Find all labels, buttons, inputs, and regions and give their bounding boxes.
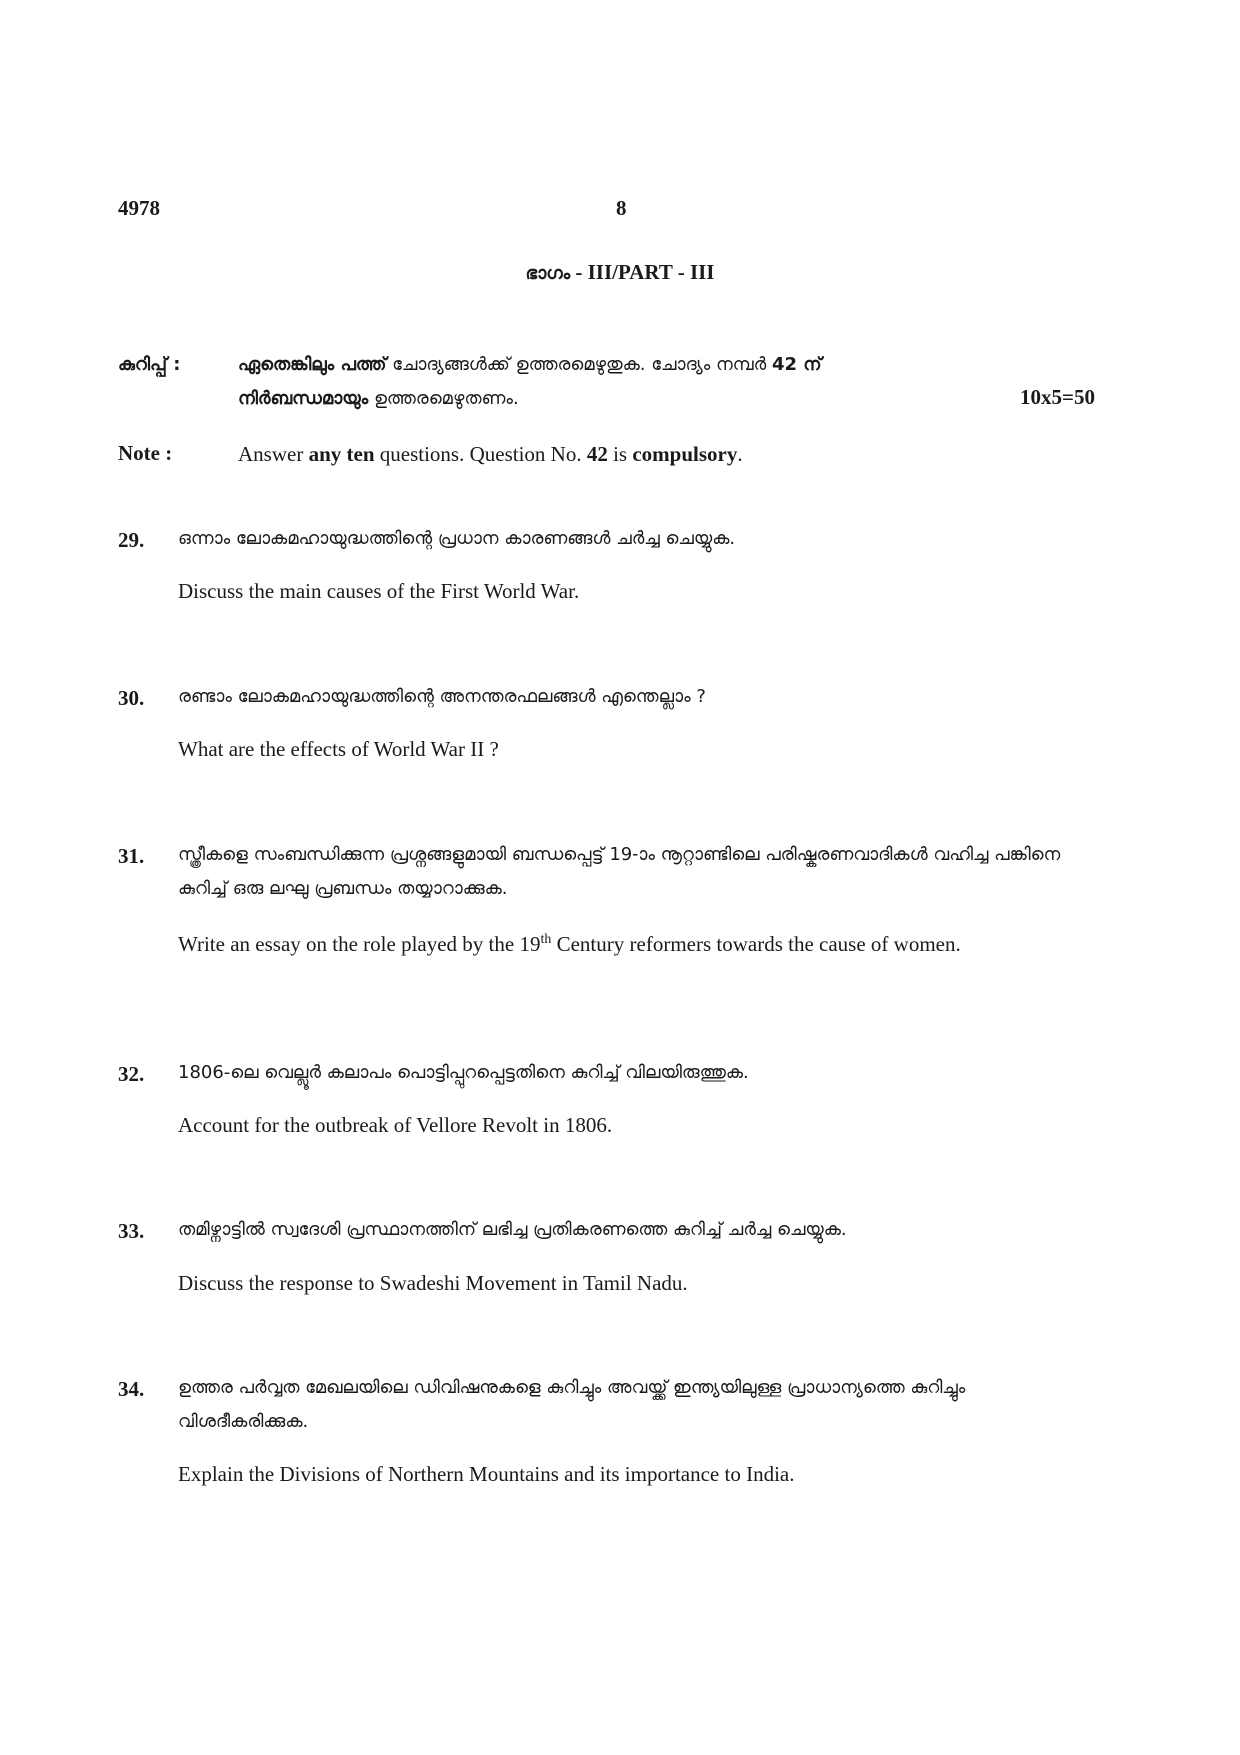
note-en-bold-compulsory: compulsory xyxy=(632,442,738,466)
note-en-text1: Answer xyxy=(238,442,309,466)
question-34-en: Explain the Divisions of Northern Mountains and its importance to India. xyxy=(178,1462,795,1486)
question-33-en: Discuss the response to Swadeshi Movement in Tamil Nadu. xyxy=(178,1271,688,1295)
question-31-number: 31. xyxy=(118,844,145,868)
note-label-ml: കുറിപ്പ് : xyxy=(118,354,181,375)
note-en-bold-any-ten: any ten xyxy=(308,442,375,466)
note-text-en xyxy=(238,437,1128,471)
question-30-ml: രണ്ടാം ലോകമഹായുദ്ധത്തിന്റെ അനന്തരഫലങ്ങൾ എന്തെല്ലാം ? xyxy=(178,686,706,707)
question-31-en-part1: Write an essay on the role played by the 19 xyxy=(178,932,541,956)
marks-allocation: 10x5=50 xyxy=(1020,385,1095,409)
page-number: 8 xyxy=(616,196,627,220)
question-31-en xyxy=(178,926,1078,958)
note-en-text3: is xyxy=(607,442,633,466)
question-32-number: 32. xyxy=(118,1062,145,1086)
question-paper-code: 4978 xyxy=(118,196,160,220)
note-ml-bold-compulsory: നിർബന്ധമായും xyxy=(238,388,369,409)
question-33-ml: തമിഴ്നാട്ടിൽ സ്വദേശി പ്രസ്ഥാനത്തിന് ലഭിച്ച പ്രതികരണത്തെ കുറിച്ച് ചർച്ച ചെയ്യുക. xyxy=(178,1219,847,1240)
part-heading-ml: ഭാഗം xyxy=(525,263,571,284)
part-heading xyxy=(500,260,740,285)
question-31-en-part2: Century reformers towards the cause of women. xyxy=(551,932,961,956)
note-text-ml xyxy=(238,348,1128,416)
note-en-text2: questions. Question No. xyxy=(374,442,587,466)
question-30-number: 30. xyxy=(118,686,145,710)
note-en-bold-42: 42 xyxy=(586,442,608,466)
question-34-number: 34. xyxy=(118,1377,145,1401)
note-en-text4: . xyxy=(737,442,743,466)
question-31-ml: സ്ത്രീകളെ സംബന്ധിക്കുന്ന പ്രശ്നങ്ങളുമായി ബന്ധപ്പെട്ട് 19-ാം നൂറ്റാണ്ടിലെ പരിഷ്കരണവാദികൾ വഹിച്ച പങ്കിനെ കുറിച്ച് ഒരു ലഘു പ്രബന്ധം തയ്യാറാക്കുക. xyxy=(178,844,1061,899)
question-34-ml: ഉത്തര പർവ്വത മേഖലയിലെ ഡിവിഷനുകളെ കുറിച്ചും അവയ്ക്ക് ഇന്ത്യയിലുള്ള പ്രാധാന്യത്തെ കുറിച്ചും വിശദീകരിക്കുക. xyxy=(178,1377,966,1432)
question-31-en-sup: th xyxy=(540,932,552,947)
part-heading-en: - III/PART - III xyxy=(575,260,715,284)
note-ml-text1: ചോദ്യങ്ങൾക്ക് ഉത്തരമെഴുതുക. ചോദ്യം നമ്പർ xyxy=(386,354,772,375)
question-29-ml: ഒന്നാം ലോകമഹായുദ്ധത്തിന്റെ പ്രധാന കാരണങ്ങൾ ചർച്ച ചെയ്യുക. xyxy=(178,528,736,549)
note-ml-text2: ഉത്തരമെഴുതണം. xyxy=(368,388,519,409)
question-29-en: Discuss the main causes of the First World War. xyxy=(178,579,580,603)
question-33-number: 33. xyxy=(118,1219,145,1243)
note-ml-bold-any-ten: ഏതെങ്കിലും പത്ത് xyxy=(238,354,387,375)
question-29-number: 29. xyxy=(118,528,145,552)
question-32-ml: 1806-ലെ വെല്ലൂർ കലാപം പൊട്ടിപ്പുറപ്പെട്ടതിനെ കുറിച്ച് വിലയിരുത്തുക. xyxy=(178,1062,749,1083)
question-30-en: What are the effects of World War II ? xyxy=(178,737,499,761)
question-32-en: Account for the outbreak of Vellore Revolt in 1806. xyxy=(178,1113,613,1137)
note-ml-bold-q42: 42 ന് xyxy=(771,354,822,375)
note-label-en: Note : xyxy=(118,441,173,465)
